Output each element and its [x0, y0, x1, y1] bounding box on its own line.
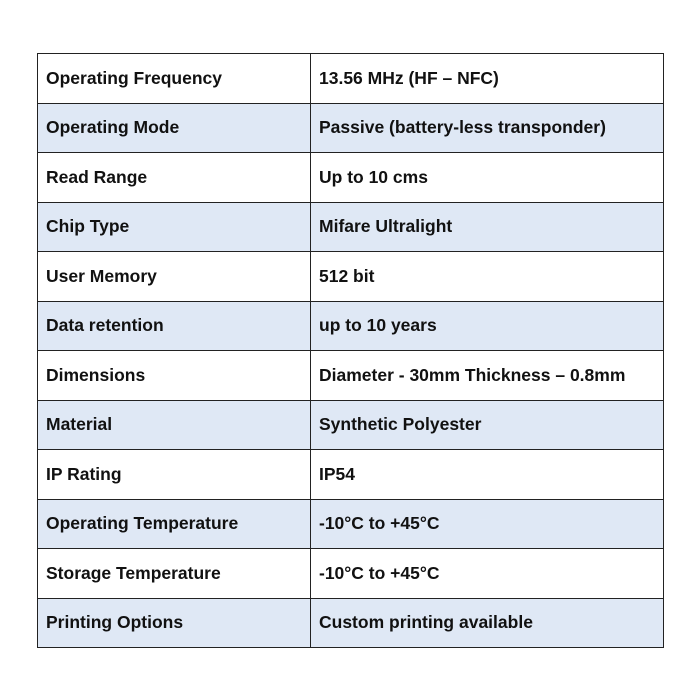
spec-label: Dimensions: [38, 351, 311, 401]
spec-value: Diameter - 30mm Thickness – 0.8mm: [311, 351, 664, 401]
table-row: [38, 400, 664, 450]
spec-value: up to 10 years: [311, 301, 664, 351]
spec-label: Chip Type: [38, 202, 311, 252]
spec-value: -10°C to +45°C: [311, 549, 664, 599]
table-row: [38, 252, 664, 302]
spec-value: Mifare Ultralight: [311, 202, 664, 252]
spec-value: Custom printing available: [311, 598, 664, 648]
spec-label: Data retention: [38, 301, 311, 351]
spec-table: [37, 53, 664, 648]
table-row: [38, 351, 664, 401]
spec-value: -10°C to +45°C: [311, 499, 664, 549]
spec-value: 13.56 MHz (HF – NFC): [311, 54, 664, 104]
table-row: [38, 450, 664, 500]
spec-label: IP Rating: [38, 450, 311, 500]
spec-value: IP54: [311, 450, 664, 500]
table-row: [38, 153, 664, 203]
table-row: [38, 549, 664, 599]
spec-label: Read Range: [38, 153, 311, 203]
spec-value: 512 bit: [311, 252, 664, 302]
spec-label: Material: [38, 400, 311, 450]
spec-value: Synthetic Polyester: [311, 400, 664, 450]
spec-label: Printing Options: [38, 598, 311, 648]
table-row: [38, 202, 664, 252]
table-row: [38, 301, 664, 351]
spec-label: Operating Frequency: [38, 54, 311, 104]
table-row: [38, 598, 664, 648]
spec-label: User Memory: [38, 252, 311, 302]
spec-value: Up to 10 cms: [311, 153, 664, 203]
table-row: [38, 499, 664, 549]
spec-value: Passive (battery-less transponder): [311, 103, 664, 153]
table-row: [38, 103, 664, 153]
table-row: [38, 54, 664, 104]
spec-label: Operating Mode: [38, 103, 311, 153]
spec-label: Operating Temperature: [38, 499, 311, 549]
spec-label: Storage Temperature: [38, 549, 311, 599]
